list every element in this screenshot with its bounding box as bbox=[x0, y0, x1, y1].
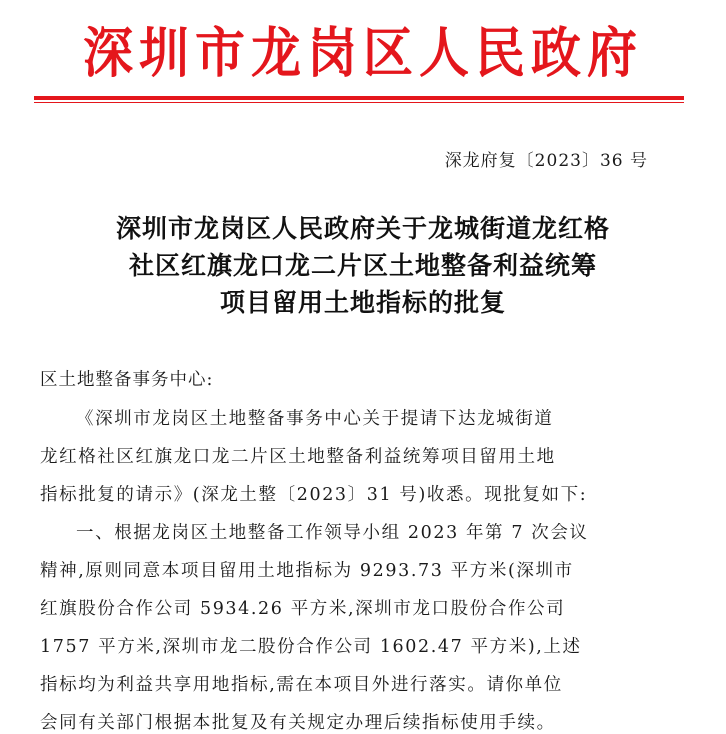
body-line: 指标批复的请示》(深龙土整〔2023〕31 号)收悉。现批复如下: bbox=[40, 485, 588, 505]
body-line: 一、根据龙岗区土地整备工作领导小组 2023 年第 7 次会议 bbox=[76, 523, 589, 543]
issuing-authority-header: 深圳市龙岗区人民政府 bbox=[83, 20, 643, 85]
title-line: 深圳市龙岗区人民政府关于龙城街道龙红格 bbox=[115, 214, 610, 243]
body-line: 红旗股份合作公司 5934.26 平方米,深圳市龙口股份合作公司 bbox=[40, 599, 566, 619]
body-line: 会同有关部门根据本批复及有关规定办理后续指标使用手续。 bbox=[40, 713, 556, 733]
title-line: 社区红旗龙口龙二片区土地整备利益统筹 bbox=[128, 251, 597, 280]
red-separator-thin bbox=[34, 102, 684, 103]
body-line: 龙红格社区红旗龙口龙二片区土地整备利益统筹项目留用土地 bbox=[40, 447, 556, 467]
body-line: 《深圳市龙岗区土地整备事务中心关于提请下达龙城街道 bbox=[76, 409, 554, 429]
addressee: 区土地整备事务中心: bbox=[40, 370, 214, 390]
body-line: 精神,原则同意本项目留用土地指标为 9293.73 平方米(深圳市 bbox=[40, 561, 574, 581]
title-line: 项目留用土地指标的批复 bbox=[219, 288, 506, 317]
body-line: 1757 平方米,深圳市龙二股份合作公司 1602.47 平方米),上述 bbox=[40, 637, 582, 657]
document-number: 深龙府复〔2023〕36 号 bbox=[444, 151, 648, 171]
body-line: 指标均为利益共享用地指标,需在本项目外进行落实。请你单位 bbox=[40, 675, 563, 695]
red-separator-thick bbox=[34, 96, 684, 100]
document-title bbox=[0, 210, 726, 321]
